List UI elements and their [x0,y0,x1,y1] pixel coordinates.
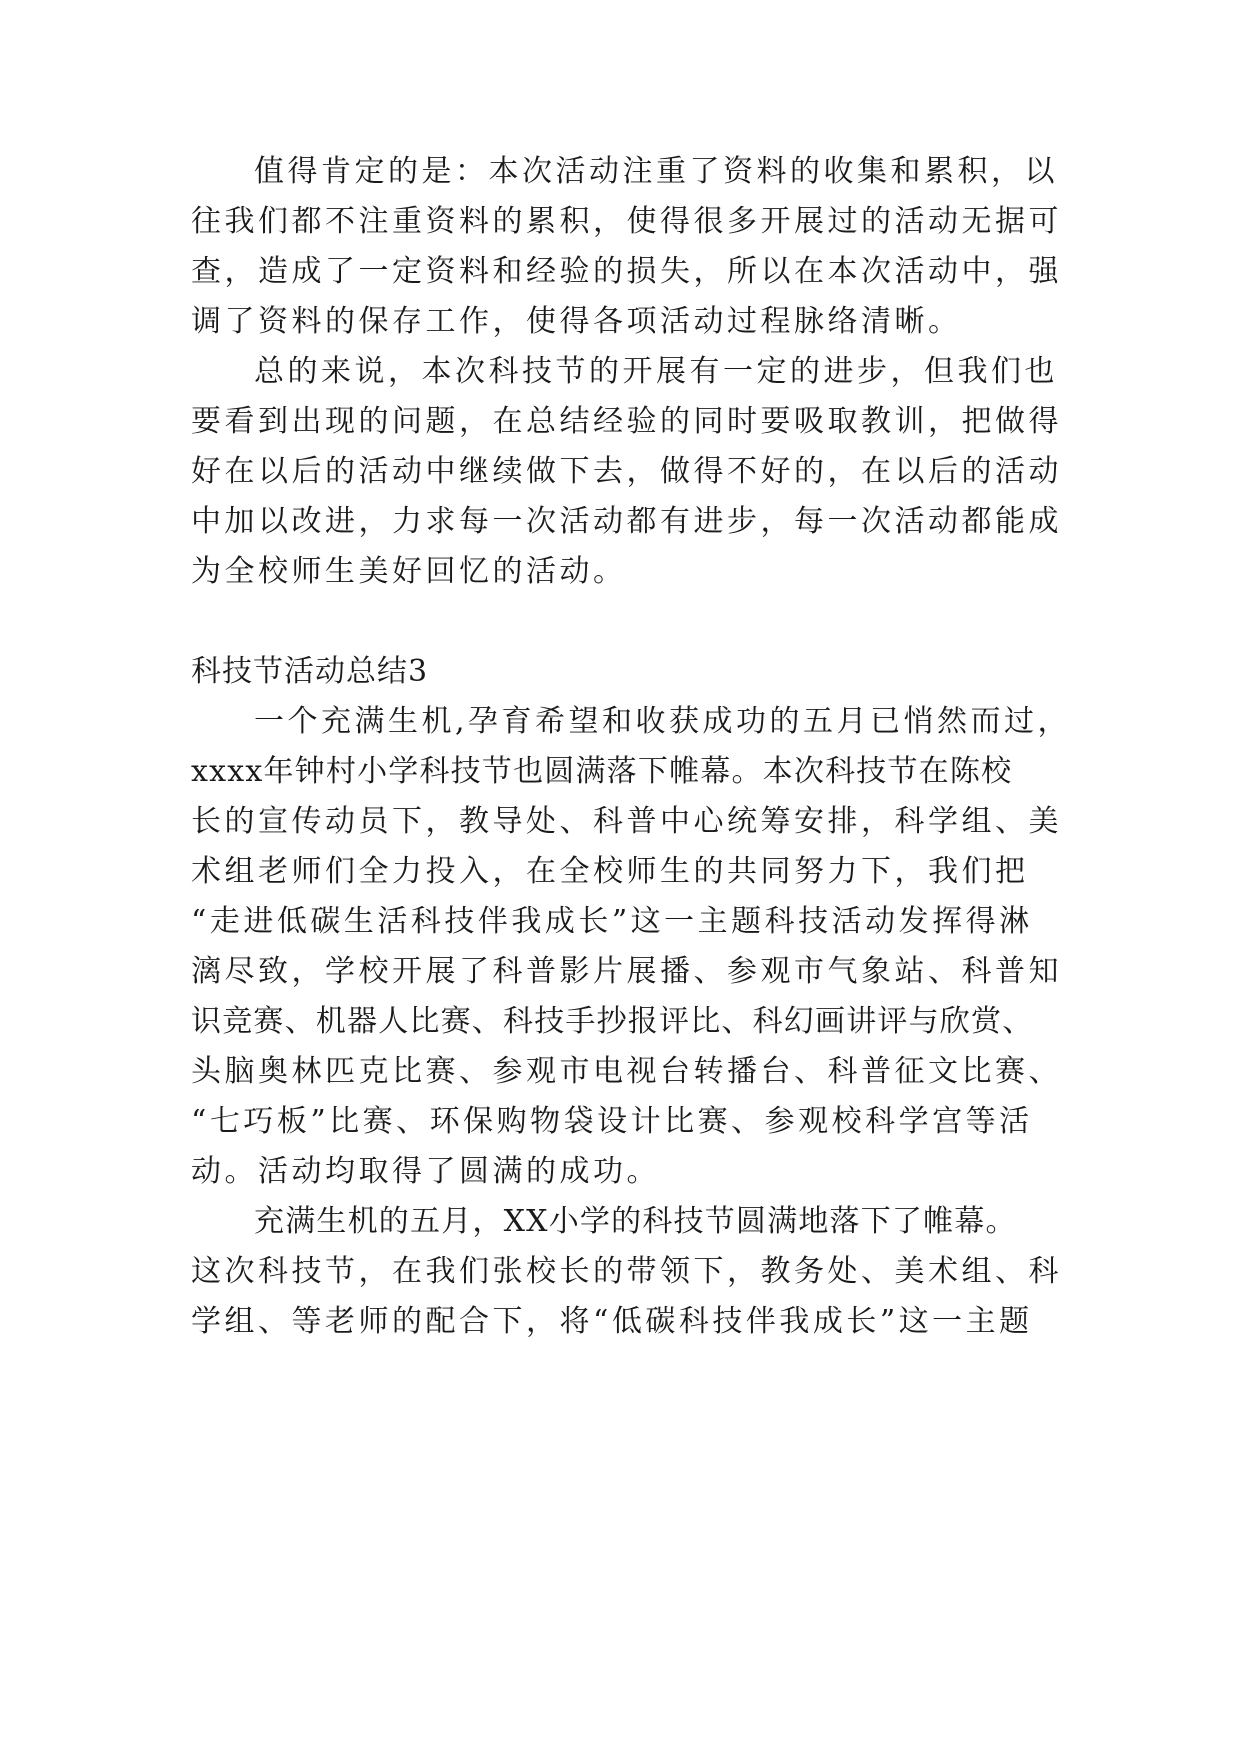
paragraph-2-line-2: 要看到出现的问题，在总结经验的同时要吸取教训，把做得 [191,404,1062,439]
paragraph-3-line-6: 漓尽致，学校开展了科普影片展播、参观市气象站、科普知 [191,954,1062,989]
section-title: 科技节活动总结3 [191,654,429,689]
paragraph-4-line-1: 充满生机的五月，XX小学的科技节圆满地落下了帷幕。 [254,1204,1017,1239]
paragraph-1-line-1: 值得肯定的是：本次活动注重了资料的收集和累积，以 [254,154,1058,189]
paragraph-1-line-2: 往我们都不注重资料的累积，使得很多开展过的活动无据可 [191,204,1062,239]
paragraph-3-line-3: 长的宣传动员下，教导处、科普中心统筹安排，科学组、美 [191,804,1062,839]
paragraph-3-line-8: 头脑奥林匹克比赛、参观市电视台转播台、科普征文比赛、 [191,1054,1062,1089]
paragraph-2-line-5: 为全校师生美好回忆的活动。 [191,554,627,589]
paragraph-3-line-5: “走进低碳生活科技伴我成长”这一主题科技活动发挥得淋 [191,904,1033,939]
paragraph-1-line-3: 查，造成了一定资料和经验的损失，所以在本次活动中，强 [191,254,1062,289]
paragraph-3-line-2: xxxx年钟村小学科技节也圆满落下帷幕。本次科技节在陈校 [191,754,1013,789]
paragraph-1-line-4: 调了资料的保存工作，使得各项活动过程脉络清晰。 [191,304,962,339]
paragraph-3-line-10: 动。活动均取得了圆满的成功。 [191,1154,660,1189]
paragraph-3-line-1: 一个充满生机,孕育希望和收获成功的五月已悄然而过， [254,704,1072,739]
paragraph-3-line-7: 识竞赛、机器人比赛、科技手抄报评比、科幻画讲评与欣赏、 [191,1004,1034,1039]
paragraph-3-line-4: 术组老师们全力投入，在全校师生的共同努力下，我们把 [191,854,1029,889]
paragraph-4-line-3: 学组、等老师的配合下，将“低碳科技伴我成长”这一主题 [191,1304,1033,1339]
paragraph-2-line-4: 中加以改进，力求每一次活动都有进步，每一次活动都能成 [191,504,1062,539]
paragraph-3-line-9: “七巧板”比赛、环保购物袋设计比赛、参观校科学宫等活 [191,1104,1033,1139]
paragraph-2-line-3: 好在以后的活动中继续做下去，做得不好的，在以后的活动 [191,454,1062,489]
paragraph-2-line-1: 总的来说，本次科技节的开展有一定的进步，但我们也 [254,354,1058,389]
paragraph-4-line-2: 这次科技节，在我们张校长的带领下，教务处、美术组、科 [191,1254,1062,1289]
